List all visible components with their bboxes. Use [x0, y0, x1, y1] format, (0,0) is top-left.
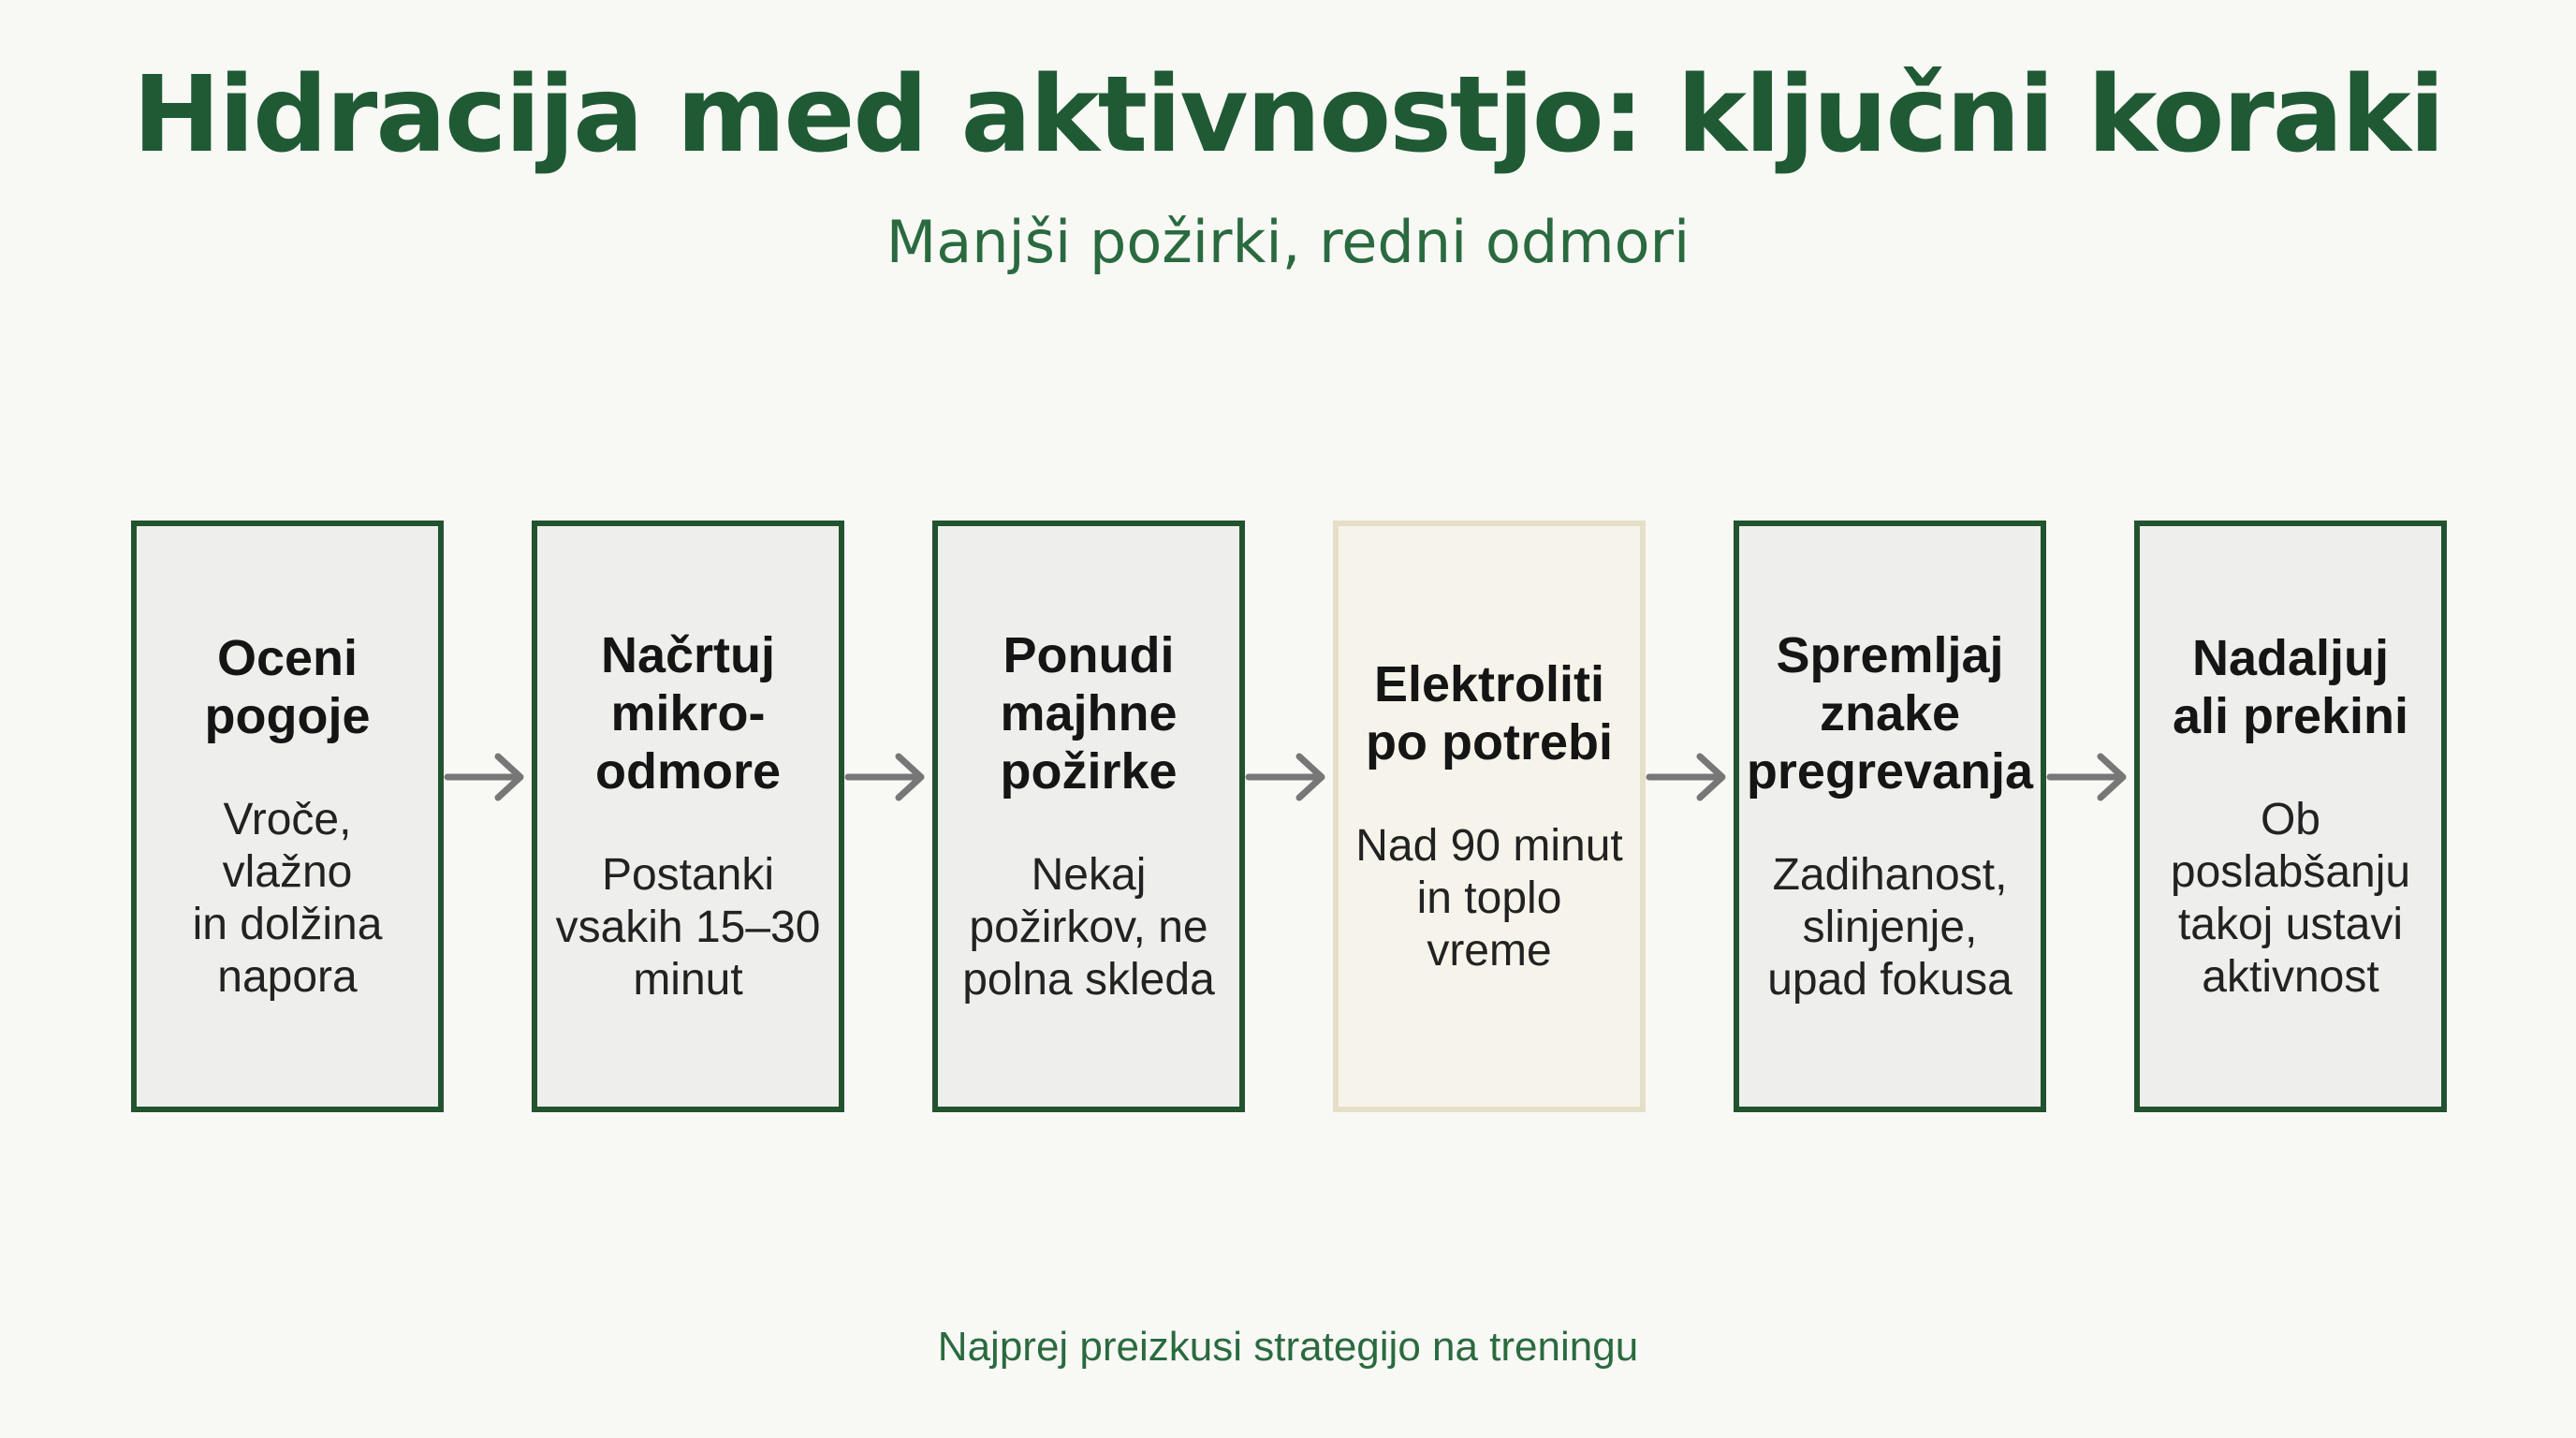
step-title: Ponudi majhne požirke [1000, 627, 1178, 800]
step-box-plan-breaks [532, 521, 844, 1112]
step-title: Spremljaj znake pregrevanja [1746, 627, 2034, 800]
step-description: Nad 90 minut in toplo vreme [1355, 821, 1623, 976]
step-box-monitor-overheating [1734, 521, 2046, 1112]
step-box-continue-or-stop [2134, 521, 2447, 1112]
step-description: Postanki vsakih 15–30 minut [555, 850, 821, 1005]
footer-note: Najprej preizkusi strategijo na treningu [937, 1324, 1639, 1370]
page-title: Hidracija med aktivnostjo: ključni koraki [132, 54, 2444, 176]
step-box-assess-conditions [131, 521, 444, 1112]
right-arrow-icon [842, 747, 932, 807]
step-description: Zadihanost, slinjenje, upad fokusa [1767, 850, 2012, 1005]
step-title: Oceni pogoje [204, 630, 371, 744]
right-arrow-icon [1644, 747, 1734, 807]
step-box-electrolytes [1333, 521, 1646, 1112]
step-description: Ob poslabšanju takoj ustavi aktivnost [2170, 795, 2411, 1002]
step-title: Načrtuj mikro- odmore [594, 627, 782, 800]
step-description: Vroče, vlažno in dolžina napora [192, 795, 383, 1002]
page-subtitle: Manjši požirki, redni odmori [886, 208, 1690, 276]
step-title: Elektroliti po potrebi [1366, 656, 1613, 770]
right-arrow-icon [442, 747, 532, 807]
step-description: Nekaj požirkov, ne polna skleda [962, 850, 1215, 1005]
right-arrow-icon [2044, 747, 2134, 807]
right-arrow-icon [1243, 747, 1333, 807]
step-title: Nadaljuj ali prekini [2172, 630, 2409, 744]
step-box-small-sips [932, 521, 1245, 1112]
